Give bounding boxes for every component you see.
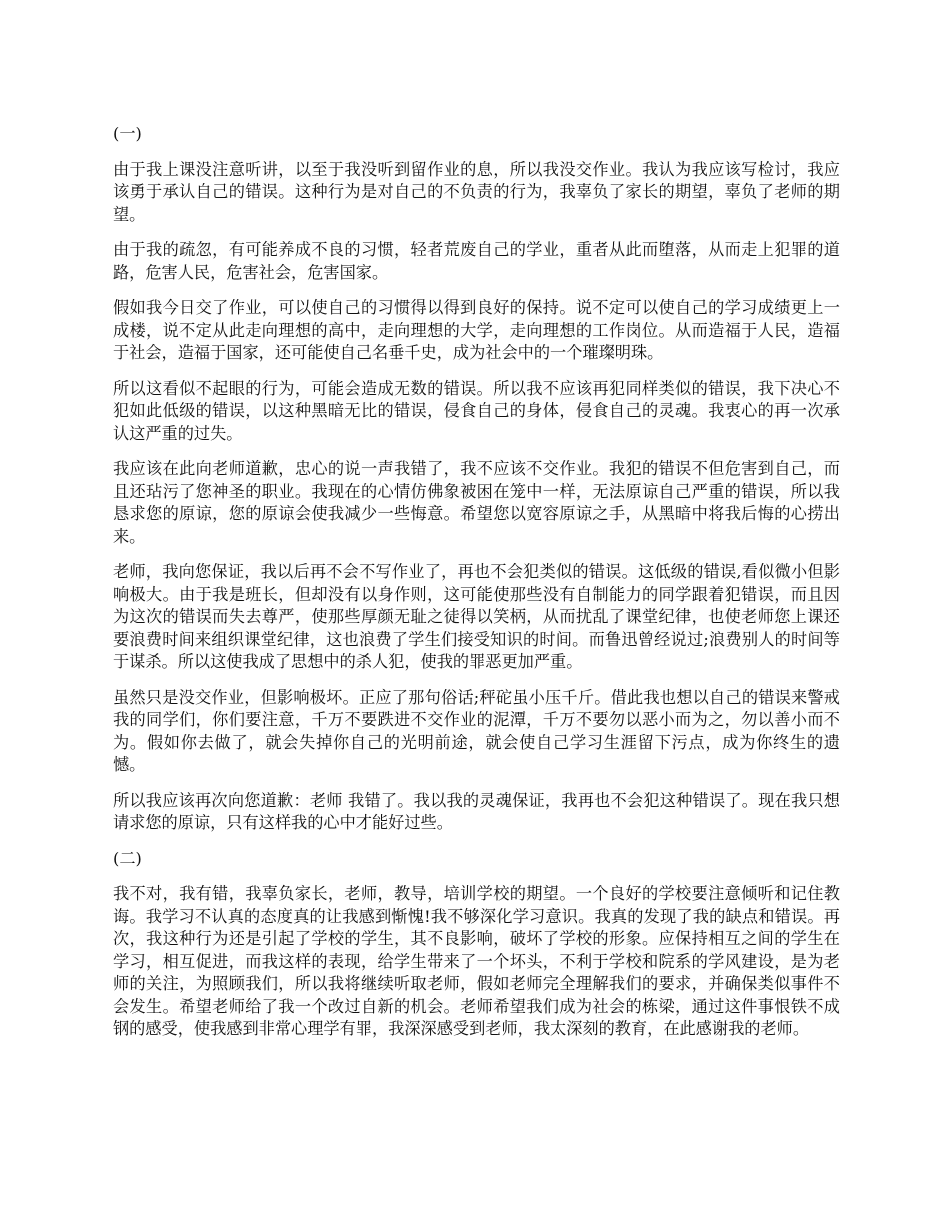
paragraph-1-8: 所以我应该再次向您道歉：老师 我错了。我以我的灵魂保证，我再也不会犯这种错误了。现在我只想请求您的原谅，只有这样我的心中才能好过些。: [113, 790, 840, 832]
paragraph-1-6: 老师，我向您保证，我以后再不会不写作业了，再也不会犯类似的错误。这低级的错误,看似微小但影响极大。由于我是班长，但却没有以身作则，这可能使那些没有自制能力的同学跟着犯错误，而且因为这次的错误而失去尊严，使那些厚颜无耻之徒得以笑柄，从而扰乱了课堂纪律，也使老师您上课还要浪费时间来组织课堂纪律，这也浪费了学生们接受知识的时间。而鲁迅曾经说过;浪费别人的时间等于谋杀。所以这使我成了思想中的杀人犯，使我的罪恶更加严重。: [113, 562, 840, 671]
paragraph-1-5: 我应该在此向老师道歉，忠心的说一声我错了，我不应该不交作业。我犯的错误不但危害到自己，而且还玷污了您神圣的职业。我现在的心情仿佛象被困在笼中一样，无法原谅自己严重的错误，所以我恳求您的原谅，您的原谅会使我减少一些悔意。希望您以宽容原谅之手，从黑暗中将我后悔的心捞出来。: [113, 459, 840, 546]
section-title-2: (二): [113, 848, 142, 868]
paragraph-1-1: 由于我上课没注意听讲，以至于我没听到留作业的息，所以我没交作业。我认为我应该写检讨，我应该勇于承认自己的错误。这种行为是对自己的不负责的行为，我辜负了家长的期望，辜负了老师的期望。: [113, 159, 840, 224]
paragraph-1-7: 虽然只是没交作业，但影响极坏。正应了那句俗话;秤砣虽小压千斤。借此我也想以自己的错误来警戒我的同学们，你们要注意，千万不要跌进不交作业的泥潭，千万不要勿以恶小而为之，勿以善小而不为。假如你去做了，就会失掉你自己的光明前途，就会使自己学习生涯留下污点，成为你终生的遗憾。: [113, 687, 840, 774]
paragraph-1-2: 由于我的疏忽，有可能养成不良的习惯，轻者荒废自己的学业，重者从此而堕落，从而走上犯罪的道路，危害人民，危害社会，危害国家。: [113, 240, 840, 282]
document-page: [113, 123, 840, 1054]
paragraph-1-3: 假如我今日交了作业，可以使自己的习惯得以得到良好的保持。说不定可以使自己的学习成绩更上一成楼，说不定从此走向理想的高中，走向理想的大学，走向理想的工作岗位。从而造福于人民，造福于社会，造福于国家，还可能使自己名垂千史，成为社会中的一个璀璨明珠。: [113, 298, 840, 362]
paragraph-2-1: 我不对，我有错，我辜负家长，老师，教导，培训学校的期望。一个良好的学校要注意倾听和记住教诲。我学习不认真的态度真的让我感到惭愧!我不够深化学习意识。我真的发现了我的缺点和错误。再次，我这种行为还是引起了学校的学生，其不良影响，破坏了学校的形象。应保持相互之间的学生在学习，相互促进，而我这样的表现，给学生带来了一个坏头，不利于学校和院系的学风建设，是为老师的关注，为照顾我们，所以我将继续听取老师，假如老师完全理解我们的要求，并确保类似事件不会发生。希望老师给了我一个改过自新的机会。老师希望我们成为社会的栋梁，通过这件事恨铁不成钢的感受，使我感到非常心理学有罪，我深深感受到老师，我太深刻的教育，在此感谢我的老师。: [113, 884, 840, 1038]
paragraph-1-4: 所以这看似不起眼的行为，可能会造成无数的错误。所以我不应该再犯同样类似的错误，我下决心不犯如此低级的错误，以这种黑暗无比的错误，侵食自己的身体，侵食自己的灵魂。我衷心的再一次承认这严重的过失。: [113, 378, 840, 443]
section-title-1: (一): [113, 124, 142, 143]
